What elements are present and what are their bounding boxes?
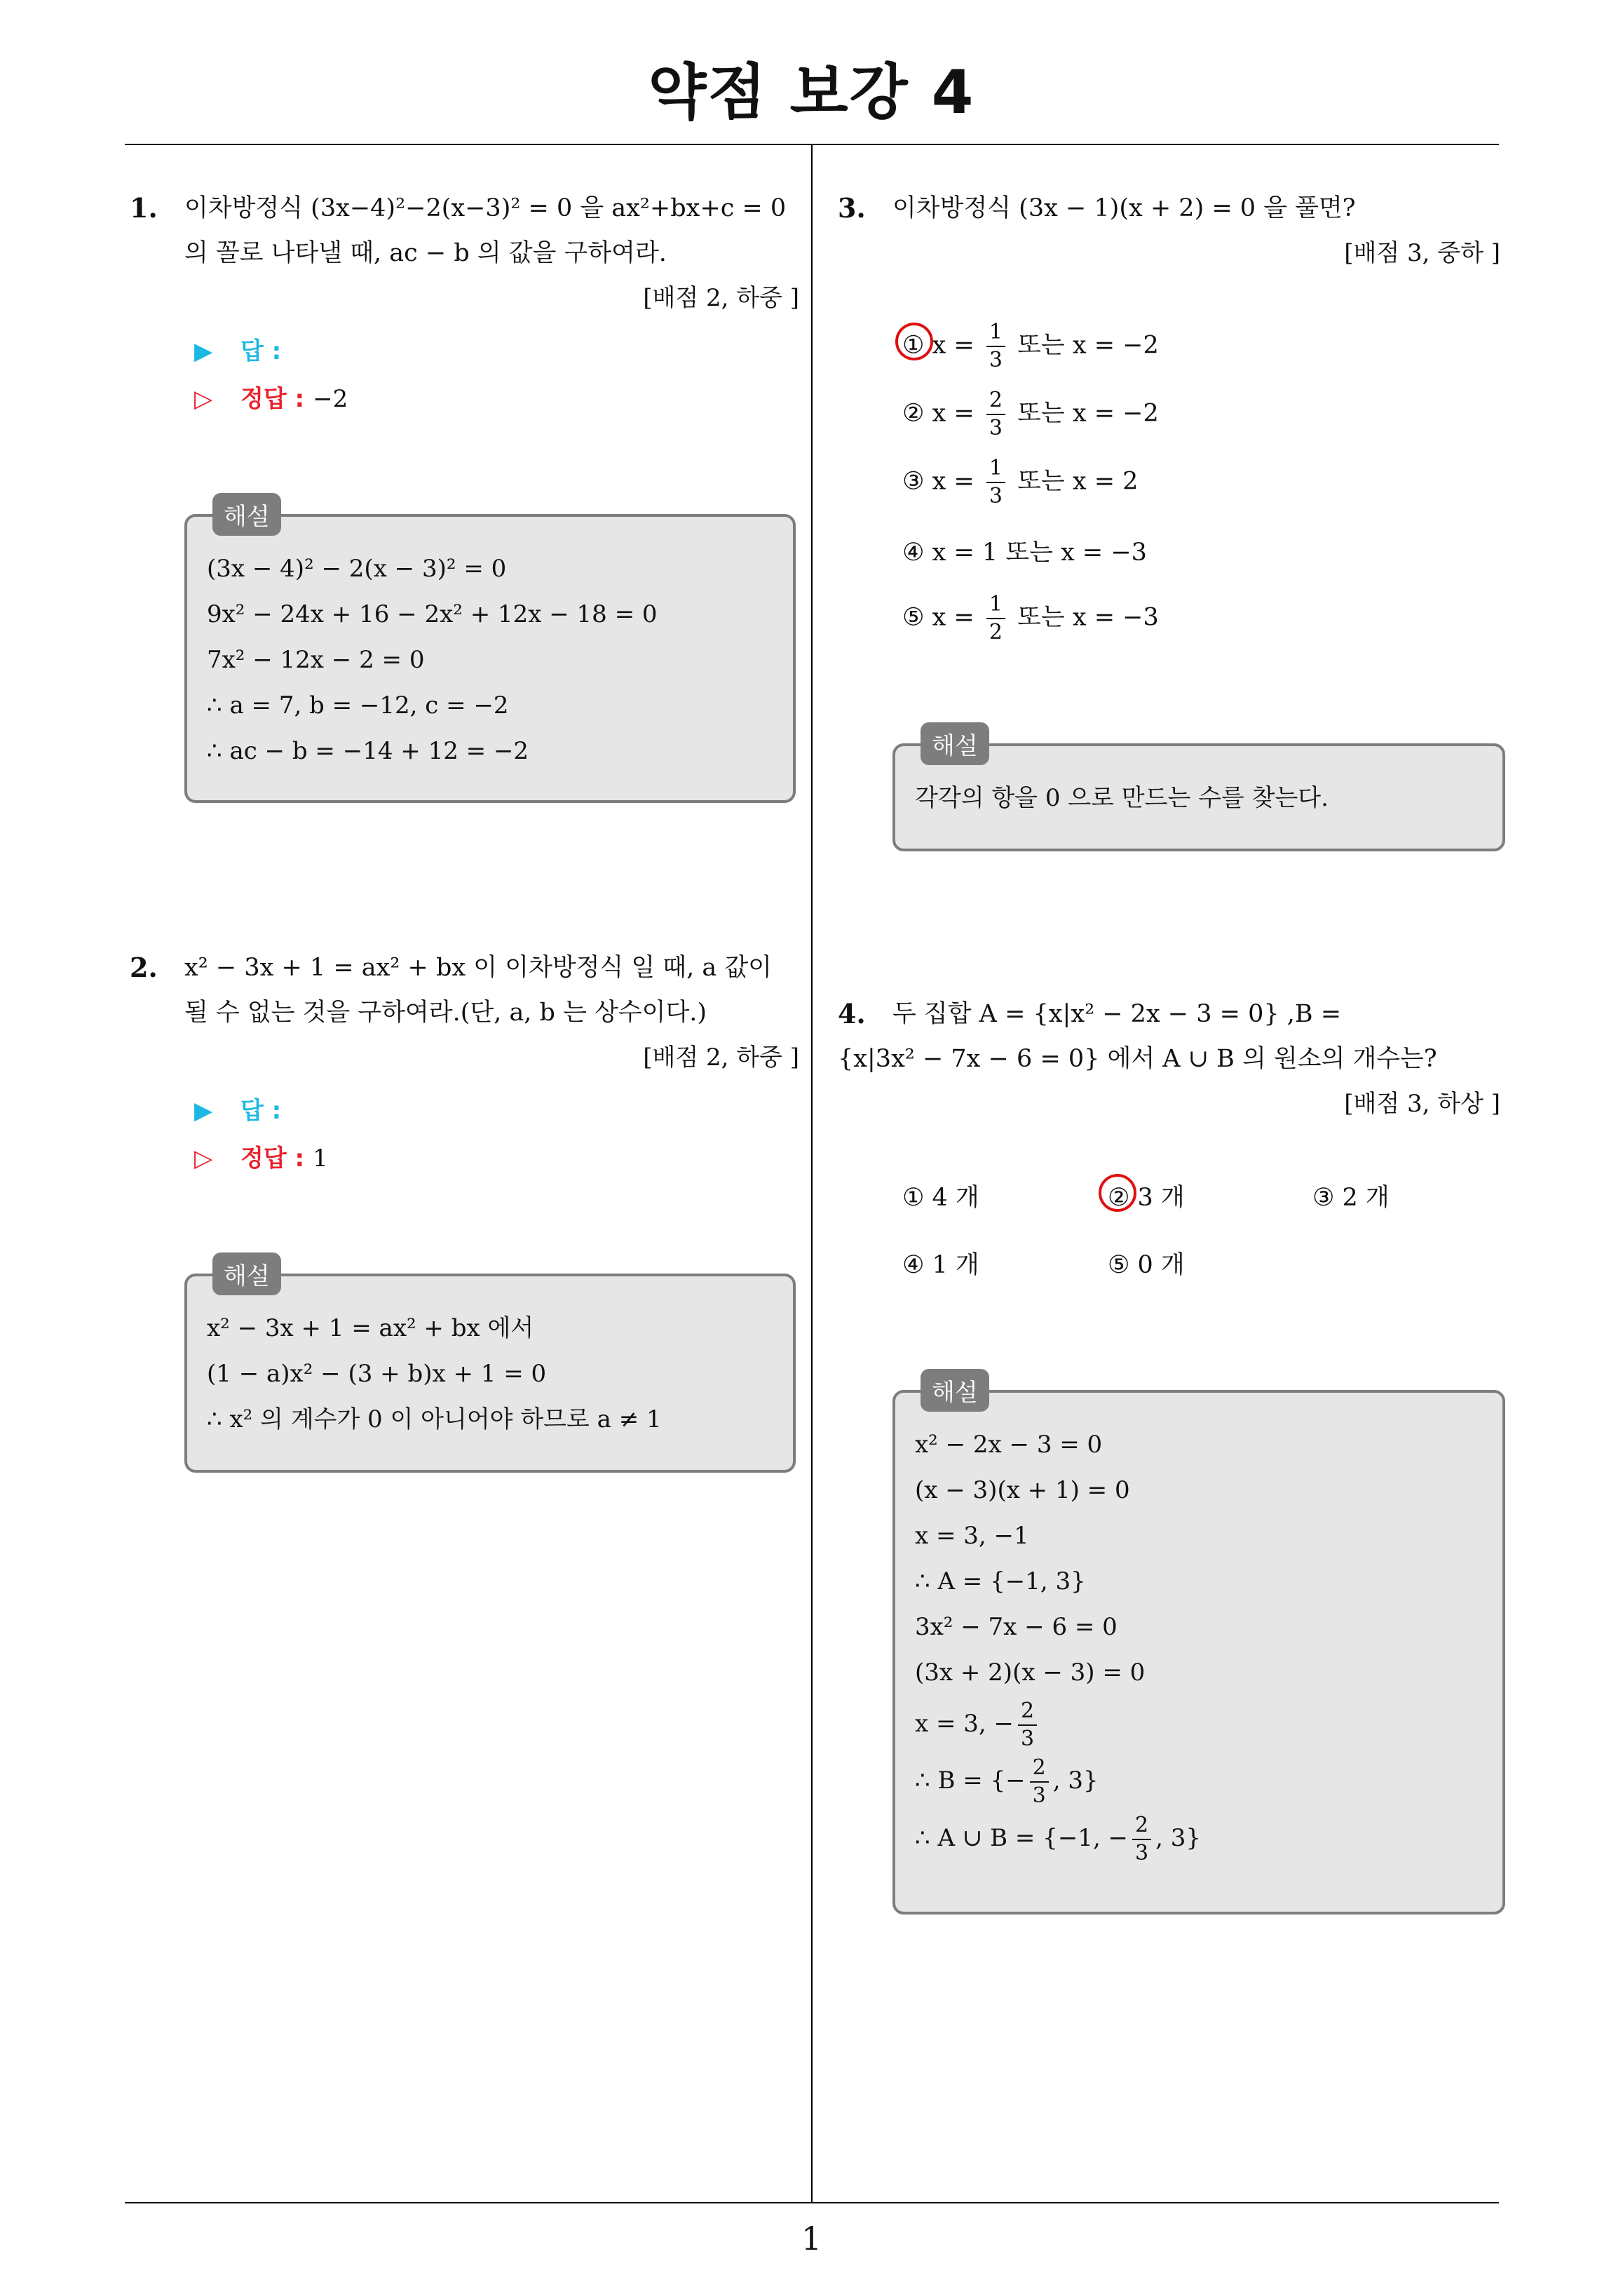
- numerator: 1: [986, 455, 1005, 483]
- choice-text: 1 개: [932, 1251, 979, 1279]
- explanation-line: 9x² − 24x + 16 − 2x² + 12x − 18 = 0: [207, 600, 658, 628]
- choice-text: 또는 x = −3: [1017, 603, 1159, 632]
- numerator: 2: [1030, 1755, 1049, 1783]
- denominator: 3: [989, 416, 1003, 440]
- expr-text: , 3}: [1052, 1767, 1099, 1795]
- choice-number: ⑤: [902, 603, 925, 632]
- fraction: [1030, 1755, 1049, 1809]
- column-divider: [811, 144, 813, 2202]
- question-1: [130, 186, 799, 423]
- choice-text: 또는 x = −2: [1017, 399, 1159, 428]
- question-text-line: 될 수 없는 것을 구하여라.(단, a, b 는 상수이다.): [184, 999, 707, 1027]
- choice-text: 4 개: [932, 1184, 979, 1212]
- choice-2[interactable]: [902, 387, 1159, 442]
- question-text-line: 이차방정식 (3x − 1)(x + 2) = 0 을 풀면?: [892, 194, 1356, 222]
- question-number: 4.: [838, 998, 866, 1029]
- choice-number: ④: [902, 539, 925, 567]
- choice-text: 2 개: [1342, 1184, 1390, 1212]
- answer-label: 답 :: [240, 337, 282, 365]
- question-text: [838, 992, 1500, 1081]
- choice-text: x =: [932, 603, 975, 632]
- correct-answer-row: [194, 375, 799, 423]
- question-number: 3.: [838, 192, 866, 224]
- question-text: [184, 186, 799, 276]
- explanation-line: (x − 3)(x + 1) = 0: [915, 1476, 1130, 1504]
- expr-text: ∴ B = {−: [915, 1767, 1026, 1795]
- choice-number: ①: [902, 331, 925, 360]
- explanation-box-1: [184, 503, 796, 803]
- explanation-line: 3x² − 7x − 6 = 0: [915, 1613, 1118, 1641]
- denominator: 3: [989, 348, 1003, 372]
- question-number: 2.: [130, 952, 158, 983]
- selected-answer-circle: [895, 323, 933, 360]
- question-2: [130, 945, 799, 1182]
- numerator: 2: [1018, 1698, 1037, 1726]
- fraction: [1018, 1698, 1037, 1753]
- choice-number: ②: [1108, 1184, 1130, 1212]
- expr-text: ∴ A ∪ B = {−1, −: [915, 1824, 1129, 1852]
- explanation-line: [915, 1696, 1483, 1752]
- choice-text: 또는 x = −2: [1017, 331, 1159, 360]
- score-label: [배점 3, 하상 ]: [1344, 1090, 1500, 1118]
- answer-row: [194, 327, 799, 375]
- denominator: 2: [989, 620, 1003, 644]
- question-text-line: 이차방정식 (3x−4)²−2(x−3)² = 0 을 ax²+bx+c = 0: [184, 194, 787, 222]
- choice-number: ③: [1312, 1184, 1335, 1212]
- explanation-line: (1 − a)x² − (3 + b)x + 1 = 0: [207, 1360, 547, 1388]
- correct-label: 정답 :: [240, 385, 305, 413]
- correct-value: 1: [313, 1144, 328, 1173]
- outline-triangle-icon: ▷: [194, 385, 213, 413]
- page-number: 1: [801, 2220, 822, 2257]
- explanation-line: (3x − 4)² − 2(x − 3)² = 0: [207, 555, 507, 583]
- outline-triangle-icon: ▷: [194, 1144, 213, 1173]
- score-label: [배점 3, 중하 ]: [1344, 239, 1500, 267]
- answer-row: [194, 1087, 799, 1135]
- question-4: [838, 992, 1500, 1126]
- explanation-line: ∴ a = 7, b = −12, c = −2: [207, 691, 509, 720]
- question-text-line: {x|3x² − 7x − 6 = 0} 에서 A ∪ B 의 원소의 개수는?: [838, 1045, 1437, 1073]
- explanation-tag: 해설: [212, 1252, 281, 1295]
- denominator: 3: [1032, 1783, 1046, 1808]
- expr-text: , 3}: [1155, 1824, 1202, 1852]
- fraction: [986, 591, 1005, 646]
- fraction: [986, 387, 1005, 442]
- question-text: [184, 945, 799, 1035]
- choice-1[interactable]: [902, 1178, 979, 1213]
- question-text-line: 두 집합 A = {x|x² − 2x − 3 = 0} ,B =: [892, 1000, 1342, 1028]
- choice-text: x =: [932, 467, 975, 496]
- choice-text: 3 개: [1137, 1184, 1185, 1212]
- choice-text: 또는 x = 2: [1017, 467, 1139, 496]
- explanation-line: [915, 1752, 1483, 1809]
- fraction: [986, 455, 1005, 510]
- explanation-box-2: [184, 1262, 796, 1473]
- expr-text: x = 3, −: [915, 1710, 1014, 1738]
- fraction: [986, 319, 1005, 374]
- correct-value: −2: [313, 385, 348, 413]
- choice-text: 0 개: [1137, 1251, 1185, 1279]
- page-title: 약점 보강 4: [648, 58, 975, 128]
- choice-4[interactable]: [902, 533, 1147, 568]
- play-icon: ▶: [194, 1097, 213, 1125]
- explanation-line: 각각의 항을 0 으로 만드는 수를 찾는다.: [915, 784, 1329, 812]
- numerator: 1: [986, 319, 1005, 347]
- question-number: 1.: [130, 192, 158, 224]
- numerator: 2: [986, 387, 1005, 415]
- explanation-line: ∴ A = {−1, 3}: [915, 1567, 1086, 1595]
- bottom-rule: [125, 2202, 1499, 2203]
- numerator: 1: [986, 591, 1005, 619]
- choice-number: ③: [902, 467, 925, 496]
- question-3: [838, 186, 1500, 276]
- explanation-line: x² − 3x + 1 = ax² + bx 에서: [207, 1314, 534, 1342]
- choice-number: ④: [902, 1251, 925, 1279]
- play-icon: ▶: [194, 337, 213, 365]
- choice-text: x =: [932, 399, 975, 428]
- choice-number: ①: [902, 1184, 925, 1212]
- question-text-line: x² − 3x + 1 = ax² + bx 이 이차방정식 일 때, a 값이: [184, 954, 772, 982]
- fraction: [1132, 1812, 1151, 1867]
- explanation-box-3: [892, 732, 1505, 851]
- explanation-tag: 해설: [212, 493, 281, 536]
- choice-text: 또는 x = −3: [1005, 539, 1147, 567]
- question-text-line: 의 꼴로 나타낼 때, ac − b 의 값을 구하여라.: [184, 239, 667, 267]
- explanation-line: 7x² − 12x − 2 = 0: [207, 646, 425, 674]
- explanation-line: ∴ x² 의 계수가 0 이 아니어야 하므로 a ≠ 1: [207, 1405, 662, 1433]
- explanation-tag: 해설: [921, 1369, 989, 1412]
- choice-4[interactable]: [902, 1245, 979, 1281]
- explanation-box-4: [892, 1379, 1505, 1915]
- denominator: 3: [989, 484, 1003, 508]
- score-label: [배점 2, 하중 ]: [643, 284, 799, 312]
- question-text: [892, 186, 1500, 231]
- choice-3[interactable]: [1312, 1178, 1390, 1213]
- choice-3[interactable]: [902, 455, 1138, 510]
- choice-5[interactable]: [902, 591, 1159, 646]
- score-label: [배점 2, 하중 ]: [643, 1044, 799, 1072]
- choice-number: ②: [902, 399, 925, 428]
- choice-text: x =: [932, 331, 975, 360]
- numerator: 2: [1132, 1812, 1151, 1840]
- denominator: 3: [1135, 1841, 1149, 1865]
- choice-5[interactable]: [1108, 1245, 1185, 1281]
- explanation-line: ∴ ac − b = −14 + 12 = −2: [207, 737, 529, 765]
- choice-number: ⑤: [1108, 1251, 1130, 1279]
- choice-text: x = 1: [932, 539, 998, 567]
- denominator: 3: [1021, 1727, 1035, 1751]
- explanation-tag: 해설: [921, 722, 989, 765]
- selected-answer-circle: [1099, 1174, 1136, 1212]
- answer-label: 답 :: [240, 1097, 282, 1125]
- explanation-line: [915, 1809, 1483, 1867]
- explanation-line: x² − 2x − 3 = 0: [915, 1431, 1103, 1459]
- choice-1[interactable]: [902, 319, 1159, 374]
- correct-answer-row: [194, 1135, 799, 1182]
- explanation-line: x = 3, −1: [915, 1522, 1029, 1550]
- explanation-line: (3x + 2)(x − 3) = 0: [915, 1659, 1146, 1687]
- correct-label: 정답 :: [240, 1144, 305, 1173]
